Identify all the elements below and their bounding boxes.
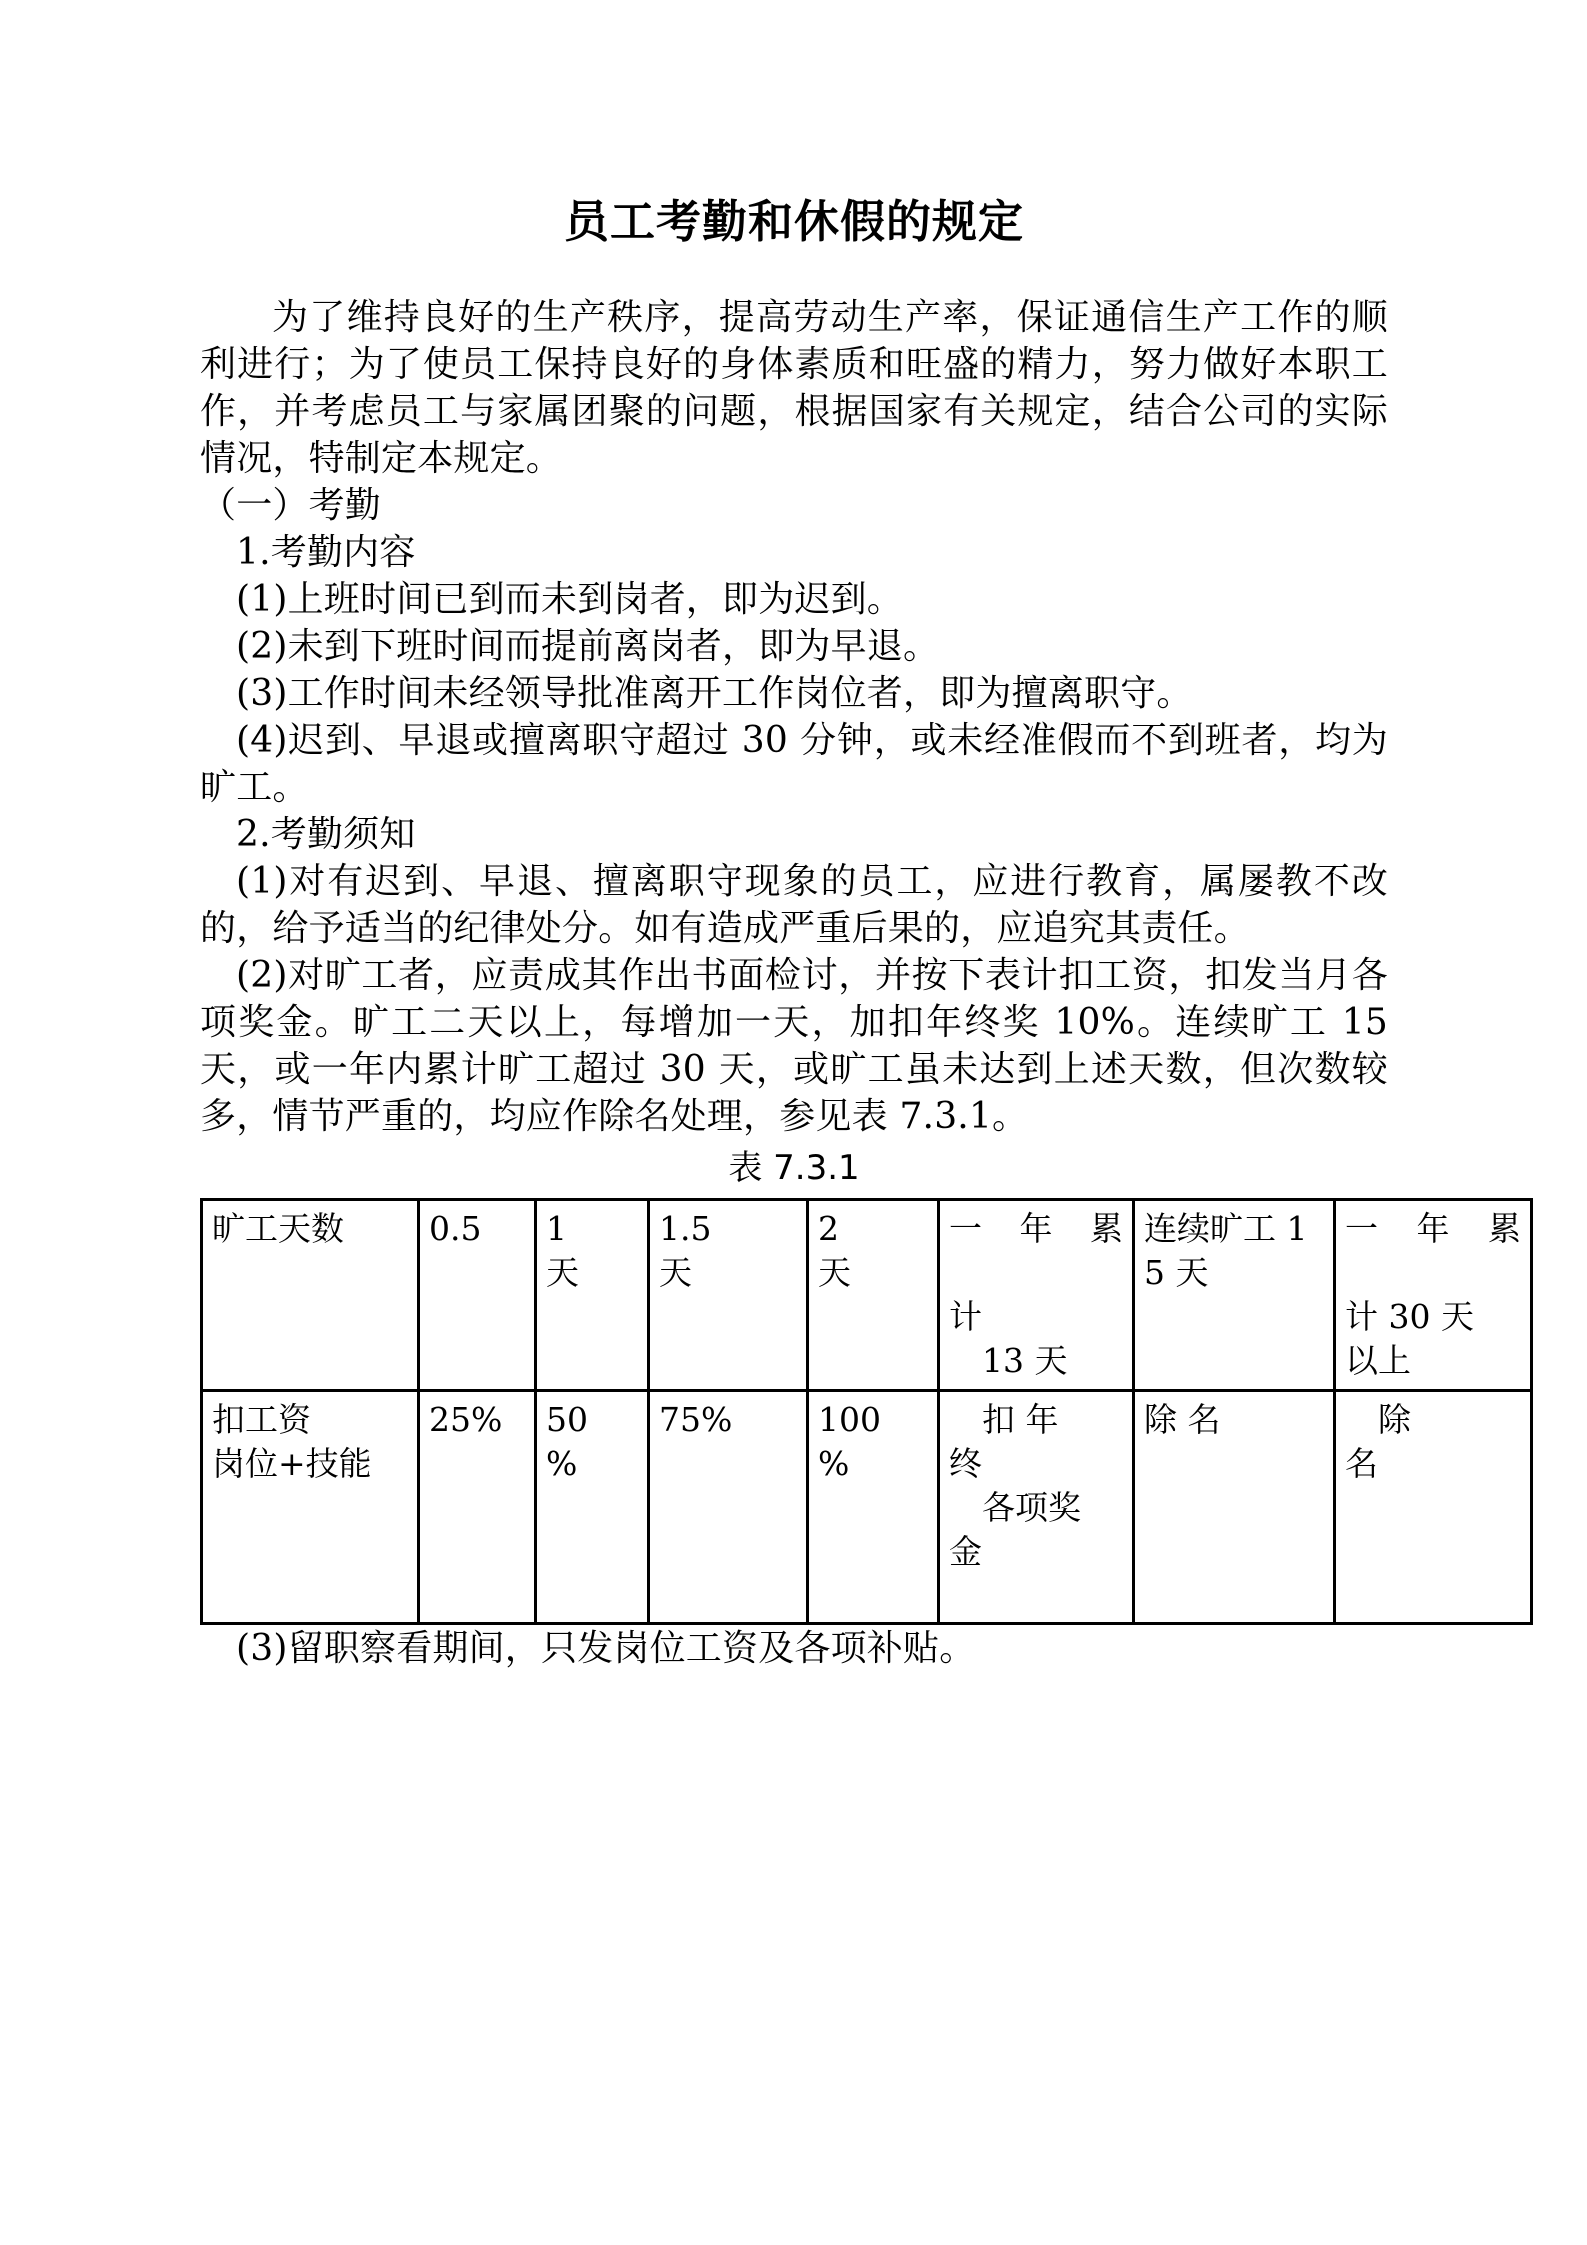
cell-line: 计 30 天 xyxy=(1345,1296,1474,1336)
clause-2-3: (3)留职察看期间，只发岗位工资及各项补贴。 xyxy=(236,1627,976,1669)
cell-line: 扣工资 xyxy=(212,1399,311,1439)
table-cell-row2-c3: 75% xyxy=(649,1390,808,1623)
table-cell-row2-c5 xyxy=(939,1390,1134,1623)
cell-line: 一 年 累 xyxy=(1345,1208,1521,1248)
cell-line: 计 xyxy=(949,1296,982,1336)
cell-line: 1.5 xyxy=(659,1208,712,1248)
cell-line: 50 xyxy=(546,1399,588,1439)
table-cell-row1-c5 xyxy=(939,1199,1134,1390)
cell-line: 除 xyxy=(1378,1399,1411,1439)
table-cell-row2-c7 xyxy=(1335,1390,1532,1623)
table-cell-row2-c2 xyxy=(536,1390,649,1623)
clause-1-2: (2)未到下班时间而提前离岗者，即为早退。 xyxy=(236,625,940,667)
cell-line: 岗位+技能 xyxy=(212,1443,372,1483)
penalty-table-wrapper xyxy=(200,1198,1521,1625)
cell-line: 天 xyxy=(818,1252,851,1292)
table-cell-row1-c3 xyxy=(649,1199,808,1390)
document-body xyxy=(200,294,1388,1140)
cell-line: 100 xyxy=(818,1399,881,1439)
table-row xyxy=(202,1199,1532,1390)
clause-2-1: (1)对有迟到、早退、擅离职守现象的员工，应进行教育，属屡教不改的，给予适当的纪律处分。如有造成严重后果的，应追究其责任。 xyxy=(200,860,1388,949)
table-row xyxy=(202,1390,1532,1623)
cell-line: % xyxy=(818,1443,850,1483)
table-cell-row1-c6: 连续旷工 15 天 xyxy=(1134,1199,1335,1390)
cell-line: 13 天 xyxy=(982,1340,1068,1380)
cell-line: 金 xyxy=(949,1531,982,1571)
table-cell-row1-label: 旷工天数 xyxy=(202,1199,419,1390)
paragraph-intro: 为了维持良好的生产秩序，提高劳动生产率，保证通信生产工作的顺利进行；为了使员工保持良好的身体素质和旺盛的精力，努力做好本职工作，并考虑员工与家属团聚的问题，根据国家有关规定，结合公司的实际情况，特制定本规定。 xyxy=(200,296,1388,479)
table-cell-row2-label xyxy=(202,1390,419,1623)
table-cell-row1-c7 xyxy=(1335,1199,1532,1390)
clause-2-2: (2)对旷工者，应责成其作出书面检讨，并按下表计扣工资，扣发当月各项奖金。旷工二天以上，每增加一天，加扣年终奖 10%。连续旷工 15 天，或一年内累计旷工超过 30 天，或旷工虽未达到上述天数，但次数较多，情节严重的，均应作除名处理，参见表 7.3.1。 xyxy=(200,954,1388,1137)
cell-line: 终 xyxy=(949,1443,982,1483)
cell-line: 各项奖 xyxy=(982,1487,1081,1527)
cell-line: 名 xyxy=(1345,1443,1378,1483)
page-content xyxy=(200,0,1521,1672)
clause-1-3: (3)工作时间未经领导批准离开工作岗位者，即为擅离职守。 xyxy=(236,672,1193,714)
cell-line: 天 xyxy=(546,1252,579,1292)
cell-line: % xyxy=(546,1443,578,1483)
cell-line: 2 xyxy=(818,1208,839,1248)
heading-item-2: 2.考勤须知 xyxy=(236,813,416,855)
table-cell-row2-c4 xyxy=(808,1390,939,1623)
page-title: 员工考勤和休假的规定 xyxy=(563,195,1024,248)
cell-line: 扣 年 xyxy=(982,1399,1059,1439)
table-caption: 表 7.3.1 xyxy=(728,1147,860,1188)
table-cell-row1-c1: 0.5 xyxy=(419,1199,536,1390)
table-cell-row2-c1: 25% xyxy=(419,1390,536,1623)
cell-line: 1 xyxy=(546,1208,567,1248)
table-cell-row2-c6: 除 名 xyxy=(1134,1390,1335,1623)
heading-section-one: （一）考勤 xyxy=(200,484,382,526)
penalty-table xyxy=(200,1198,1533,1625)
clause-1-1: (1)上班时间已到而未到岗者，即为迟到。 xyxy=(236,578,903,620)
clause-1-4: (4)迟到、早退或擅离职守超过 30 分钟，或未经准假而不到班者，均为旷工。 xyxy=(200,719,1388,808)
table-cell-row1-c2 xyxy=(536,1199,649,1390)
cell-line: 天 xyxy=(659,1252,692,1292)
table-cell-row1-c4 xyxy=(808,1199,939,1390)
cell-line: 以上 xyxy=(1345,1340,1411,1380)
cell-line: 一 年 累 xyxy=(949,1208,1123,1248)
heading-item-1: 1.考勤内容 xyxy=(236,531,416,573)
